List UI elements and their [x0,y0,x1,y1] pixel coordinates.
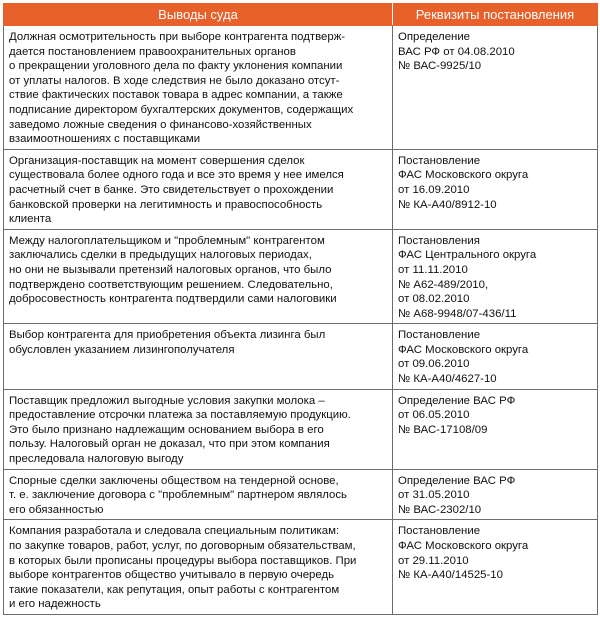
table-row [4,469,598,520]
table-row [4,389,598,469]
verdict-cell: Между налогоплательщиком и "проблемным" контрагентом заключались сделки в предыдущих налоговых периодах, но они не вызывали претензий налоговых органов, что было подтверждено соответствующим решением. Следовательно, добросовестность контрагента подтвердили сами налоговики [4,229,393,324]
requisite-line: от 08.02.2010 [398,293,470,306]
requisite-line: № КА-А40/8912-10 [398,198,497,211]
requisites-cell [393,26,598,150]
court-decisions-table [3,3,598,615]
table-row [4,229,598,324]
verdict-cell: Компания разработала и следовала специальным политикам: по закупке товаров, работ, услуг, по договорным обязательствам, в которых были прописаны процедуры выбора поставщиков. При выборе контрагентов общество учитывало в первую очередь такие показатели, как репутация, опыт работы с контрагентом и его надежность [4,520,393,615]
requisite-line: Определение ВАС РФ [398,474,516,487]
requisite-line: Постановление [398,525,481,538]
requisites-cell [393,469,598,520]
requisite-line: Постановление [398,154,481,167]
verdict-cell: Выбор контрагента для приобретения объекта лизинга был обусловлен указанием лизингополучателя [4,324,393,389]
verdict-cell: Должная осмотрительность при выборе контрагента подтверж- дается постановлением правоохранительных органов о прекращении уголовного дела по факту уклонения компании от уплаты налогов. В ходе следствия не было доказано отсут- ствие фактических поставок товара в адрес компании, а также подписание директором бухгалтерских документов, содержащих заведомо ложные сведения о финансово-хозяйственных взаимоотношениях с поставщиками [4,26,393,150]
requisite-line: от 31.05.2010 [398,489,470,502]
table-row [4,26,598,150]
requisites-cell [393,389,598,469]
verdict-cell: Организация-поставщик на момент совершения сделок существовала более одного года и все это время у нее имелся расчетный счет в банке. Это свидетельствует о прохождении банковской проверки на легитимность и правоспособность клиента [4,149,393,229]
table-row [4,149,598,229]
requisite-line: ФАС Центрального округа [398,249,537,262]
requisite-line: от 11.11.2010 [398,263,468,276]
requisite-line: Определение [398,31,471,43]
table-header-row [4,4,598,26]
requisite-line: Определение ВАС РФ [398,394,516,407]
requisite-line: ФАС Московского округа [398,540,529,552]
verdict-cell: Спорные сделки заключены обществом на тендерной основе, т. е. заключение договора с "проблемным" партнером являлось его обязанностью [4,469,393,520]
requisite-line: № А68-9948/07-436/11 [398,307,517,320]
requisite-line: от 06.05.2010 [398,409,470,422]
requisite-line: № КА-А40/14525-10 [398,569,503,582]
requisite-line: № ВАС-9925/10 [398,60,482,73]
requisite-line: № ВАС-17108/09 [398,423,488,436]
requisite-line: № КА-А40/4627-10 [398,373,497,386]
table-row [4,324,598,389]
requisites-cell [393,520,598,615]
requisites-cell [393,149,598,229]
requisite-line: от 29.11.2010 [398,554,469,567]
requisite-line: № ВАС-2302/10 [398,503,482,516]
verdict-cell: Поставщик предложил выгодные условия закупки молока – предоставление отсрочки платежа за поставляемую продукцию. Это было признано надлежащим основанием выбора в его пользу. Налоговый орган не доказал, что при этом компания преследовала налоговую выгоду [4,389,393,469]
requisite-line: Постановление [398,329,481,342]
requisite-line: № А62-489/2010, [398,278,489,291]
requisite-line: ВАС РФ от 04.08.2010 [398,45,515,58]
requisite-line: от 09.06.2010 [398,358,470,371]
column-header-verdicts: Выводы суда [4,4,393,26]
requisite-line: от 16.09.2010 [398,183,470,196]
requisite-line: ФАС Московского округа [398,169,529,182]
requisites-cell [393,324,598,389]
requisite-line: ФАС Московского округа [398,343,529,356]
requisite-line: Постановления [398,234,480,247]
column-header-requisites: Реквизиты постановления [393,4,598,26]
table-row [4,520,598,615]
requisites-cell [393,229,598,324]
